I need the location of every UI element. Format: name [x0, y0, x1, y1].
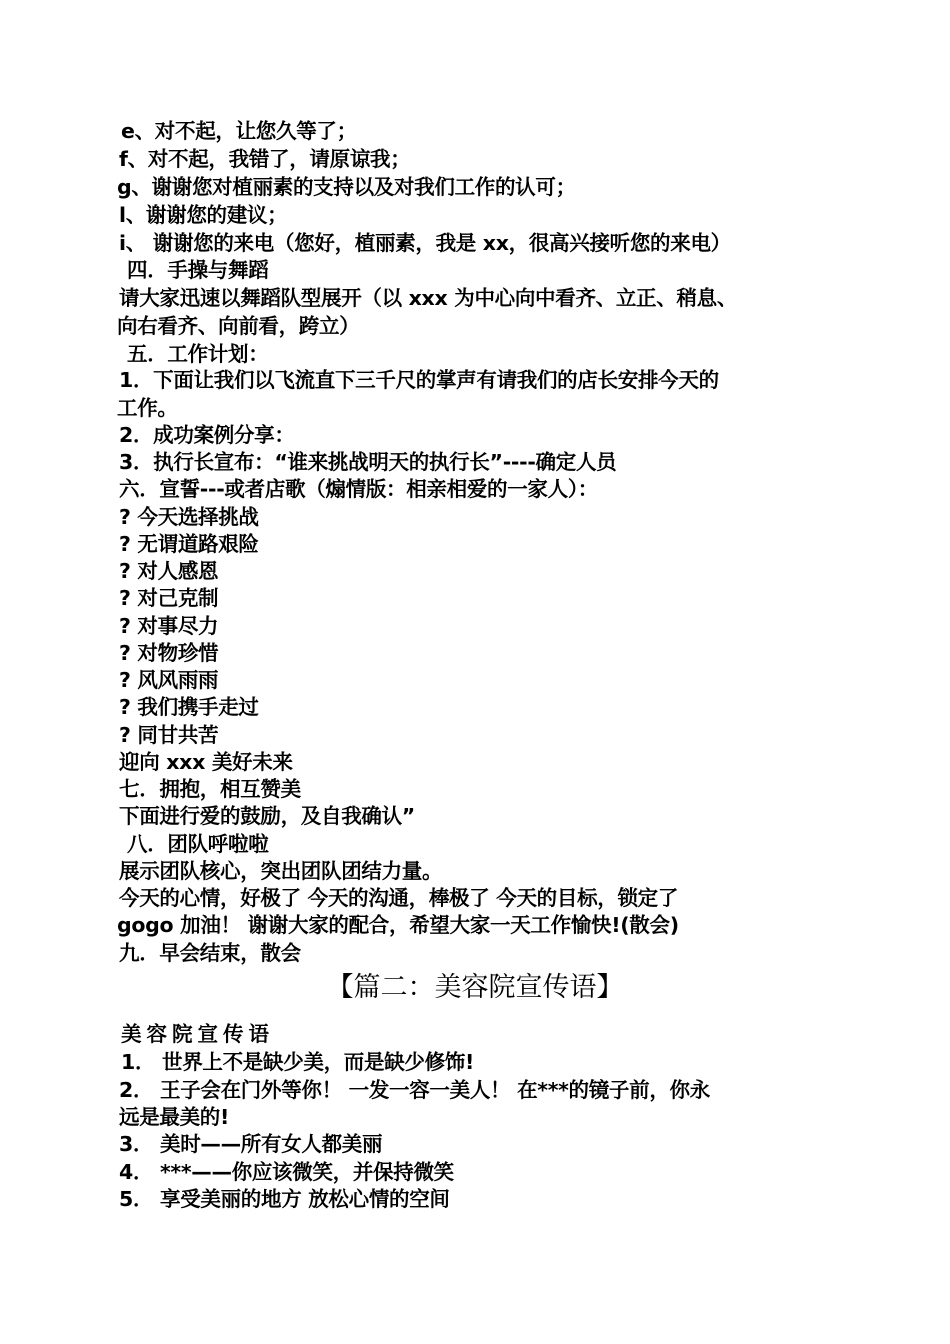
text-line: 向右看齐、向前看，跨立） [117, 314, 360, 338]
text-line: 2．成功案例分享： [119, 423, 295, 447]
list-item: ? 对人感恩 [119, 559, 219, 583]
section-heading: 六．宣誓---或者店歌（煽情版：相亲相爱的一家人）： [119, 477, 598, 501]
section-heading: 四．手操与舞蹈 [127, 258, 269, 282]
list-item: ? 对事尽力 [119, 614, 219, 638]
text-line: 今天的心情，好极了 今天的沟通，棒极了 今天的目标，锁定了 [119, 886, 679, 910]
slogan-item: 3． 美时——所有女人都美丽 [119, 1132, 383, 1156]
text-line: i、 谢谢您的来电（您好，植丽素，我是 xx，很高兴接听您的来电） [119, 231, 731, 255]
text-line: 下面进行爱的鼓励，及自我确认” [119, 804, 415, 828]
text-line: e、对不起，让您久等了； [121, 119, 357, 143]
list-item: ? 同甘共苦 [119, 723, 219, 747]
slogan-item: 1． 世界上不是缺少美，而是缺少修饰! [121, 1050, 475, 1074]
text-line: l、谢谢您的建议； [119, 203, 288, 227]
text-line: f、对不起，我错了，请原谅我； [119, 147, 411, 171]
section-heading: 八．团队呼啦啦 [127, 832, 269, 856]
text-line: 展示团队核心，突出团队团结力量。 [119, 859, 443, 883]
text-line: 工作。 [117, 396, 178, 420]
section-title: 【篇二：美容院宣传语】 [326, 972, 624, 1003]
list-item: ? 对己克制 [119, 586, 219, 610]
list-item: ? 风风雨雨 [119, 668, 219, 692]
list-item: ? 对物珍惜 [119, 641, 219, 665]
text-line: g、谢谢您对植丽素的支持以及对我们工作的认可； [117, 175, 576, 199]
section-heading: 九．早会结束，散会 [119, 941, 301, 965]
list-item: ? 今天选择挑战 [119, 505, 259, 529]
slogan-item: 2． 王子会在门外等你！ 一发一容一美人！ 在***的镜子前，你永 [119, 1078, 710, 1102]
text-line: 1．下面让我们以飞流直下三千尺的掌声有请我们的店长安排今天的 [119, 368, 719, 392]
section-heading: 五．工作计划： [127, 342, 269, 366]
slogan-item: 4． ***——你应该微笑，并保持微笑 [119, 1160, 454, 1184]
slogan-heading: 美容院宣传语 [121, 1022, 274, 1046]
text-line: 3．执行长宣布：“谁来挑战明天的执行长”----确定人员 [119, 450, 617, 474]
list-item: ? 我们携手走过 [119, 695, 259, 719]
text-line: gogo 加油！ 谢谢大家的配合，希望大家一天工作愉快!(散会) [117, 913, 679, 937]
slogan-item: 远是最美的! [119, 1105, 230, 1129]
section-heading: 七．拥抱，相互赞美 [119, 777, 301, 801]
text-line: 迎向 xxx 美好未来 [119, 750, 293, 774]
slogan-item: 5． 享受美丽的地方 放松心情的空间 [119, 1187, 450, 1211]
list-item: ? 无谓道路艰险 [119, 532, 259, 556]
text-line: 请大家迅速以舞蹈队型展开（以 xxx 为中心向中看齐、立正、稍息、 [119, 286, 738, 310]
